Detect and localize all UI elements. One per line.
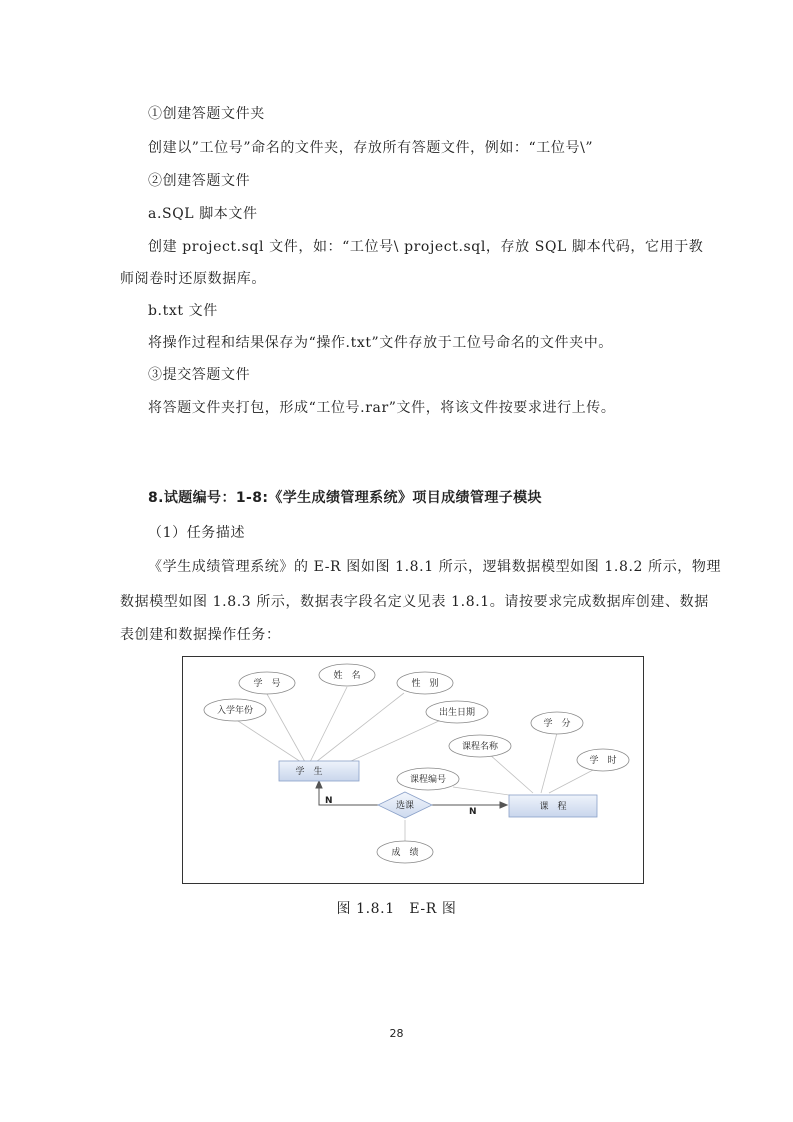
er-diagram bbox=[183, 657, 643, 883]
section-heading: 8.试题编号：1-8:《学生成绩管理系统》项目成绩管理子模块 bbox=[148, 490, 542, 506]
svg-text:选课: 选课 bbox=[395, 801, 415, 811]
relationship-enrollment bbox=[378, 792, 432, 818]
svg-text:学 生: 学 生 bbox=[295, 767, 323, 777]
page-number: 28 bbox=[389, 1027, 404, 1040]
svg-text:出生日期: 出生日期 bbox=[438, 708, 476, 718]
step-2b-title: b.txt 文件 bbox=[148, 303, 218, 319]
attr-student-id bbox=[239, 672, 295, 694]
step-2b-text: 将操作过程和结果保存为“操作.txt”文件存放于工位号命名的文件夹中。 bbox=[148, 335, 613, 351]
description-line3: 表创建和数据操作任务： bbox=[120, 627, 281, 643]
entity-student bbox=[279, 761, 359, 781]
attr-score bbox=[377, 841, 433, 863]
attr-course-hours bbox=[577, 749, 629, 771]
attr-student-gender bbox=[397, 672, 453, 694]
attr-student-enroll-year bbox=[204, 699, 266, 721]
figure-caption: 图 1.8.1 E-R 图 bbox=[336, 901, 457, 917]
step-1-title: ①创建答题文件夹 bbox=[148, 106, 265, 122]
step-2a-text-line1: 创建 project.sql 文件，如：“工位号\ project.sql，存放 SQL 脚本代码，它用于教 bbox=[148, 239, 704, 255]
step-1-text: 创建以”工位号”命名的文件夹，存放所有答题文件，例如：“工位号\” bbox=[148, 140, 594, 156]
cardinality-course: N bbox=[469, 807, 477, 817]
svg-text:入学年份: 入学年份 bbox=[216, 706, 254, 716]
svg-text:学 时: 学 时 bbox=[589, 756, 617, 766]
svg-text:学 号: 学 号 bbox=[253, 679, 281, 689]
svg-text:学 分: 学 分 bbox=[543, 719, 571, 729]
attr-course-id bbox=[397, 768, 459, 790]
svg-text:课程名称: 课程名称 bbox=[461, 742, 499, 752]
svg-text:姓 名: 姓 名 bbox=[333, 671, 361, 681]
er-diagram-figure bbox=[182, 656, 644, 884]
svg-text:课程编号: 课程编号 bbox=[409, 775, 447, 785]
entity-course bbox=[509, 795, 597, 817]
svg-text:性 别: 性 别 bbox=[411, 679, 439, 689]
svg-text:课 程: 课 程 bbox=[539, 802, 567, 812]
subheading: （1）任务描述 bbox=[148, 525, 246, 541]
step-2a-text-line2: 师阅卷时还原数据库。 bbox=[120, 271, 266, 287]
description-line1: 《学生成绩管理系统》的 E-R 图如图 1.8.1 所示，逻辑数据模型如图 1.8.2 所示，物理 bbox=[148, 559, 722, 575]
attr-course-credit bbox=[531, 712, 583, 734]
step-3-text: 将答题文件夹打包，形成“工位号.rar”文件，将该文件按要求进行上传。 bbox=[148, 400, 616, 416]
step-3-title: ③提交答题文件 bbox=[148, 367, 251, 383]
cardinality-student: N bbox=[325, 796, 333, 806]
step-2-title: ②创建答题文件 bbox=[148, 173, 251, 189]
attr-student-name bbox=[319, 664, 375, 686]
step-2a-title: a.SQL 脚本文件 bbox=[148, 206, 258, 222]
svg-text:成 绩: 成 绩 bbox=[391, 848, 419, 858]
description-line2: 数据模型如图 1.8.3 所示，数据表字段名定义见表 1.8.1。请按要求完成数据库创建、数据 bbox=[120, 594, 709, 610]
attr-student-birthdate bbox=[426, 701, 488, 723]
attr-course-name bbox=[449, 735, 511, 757]
